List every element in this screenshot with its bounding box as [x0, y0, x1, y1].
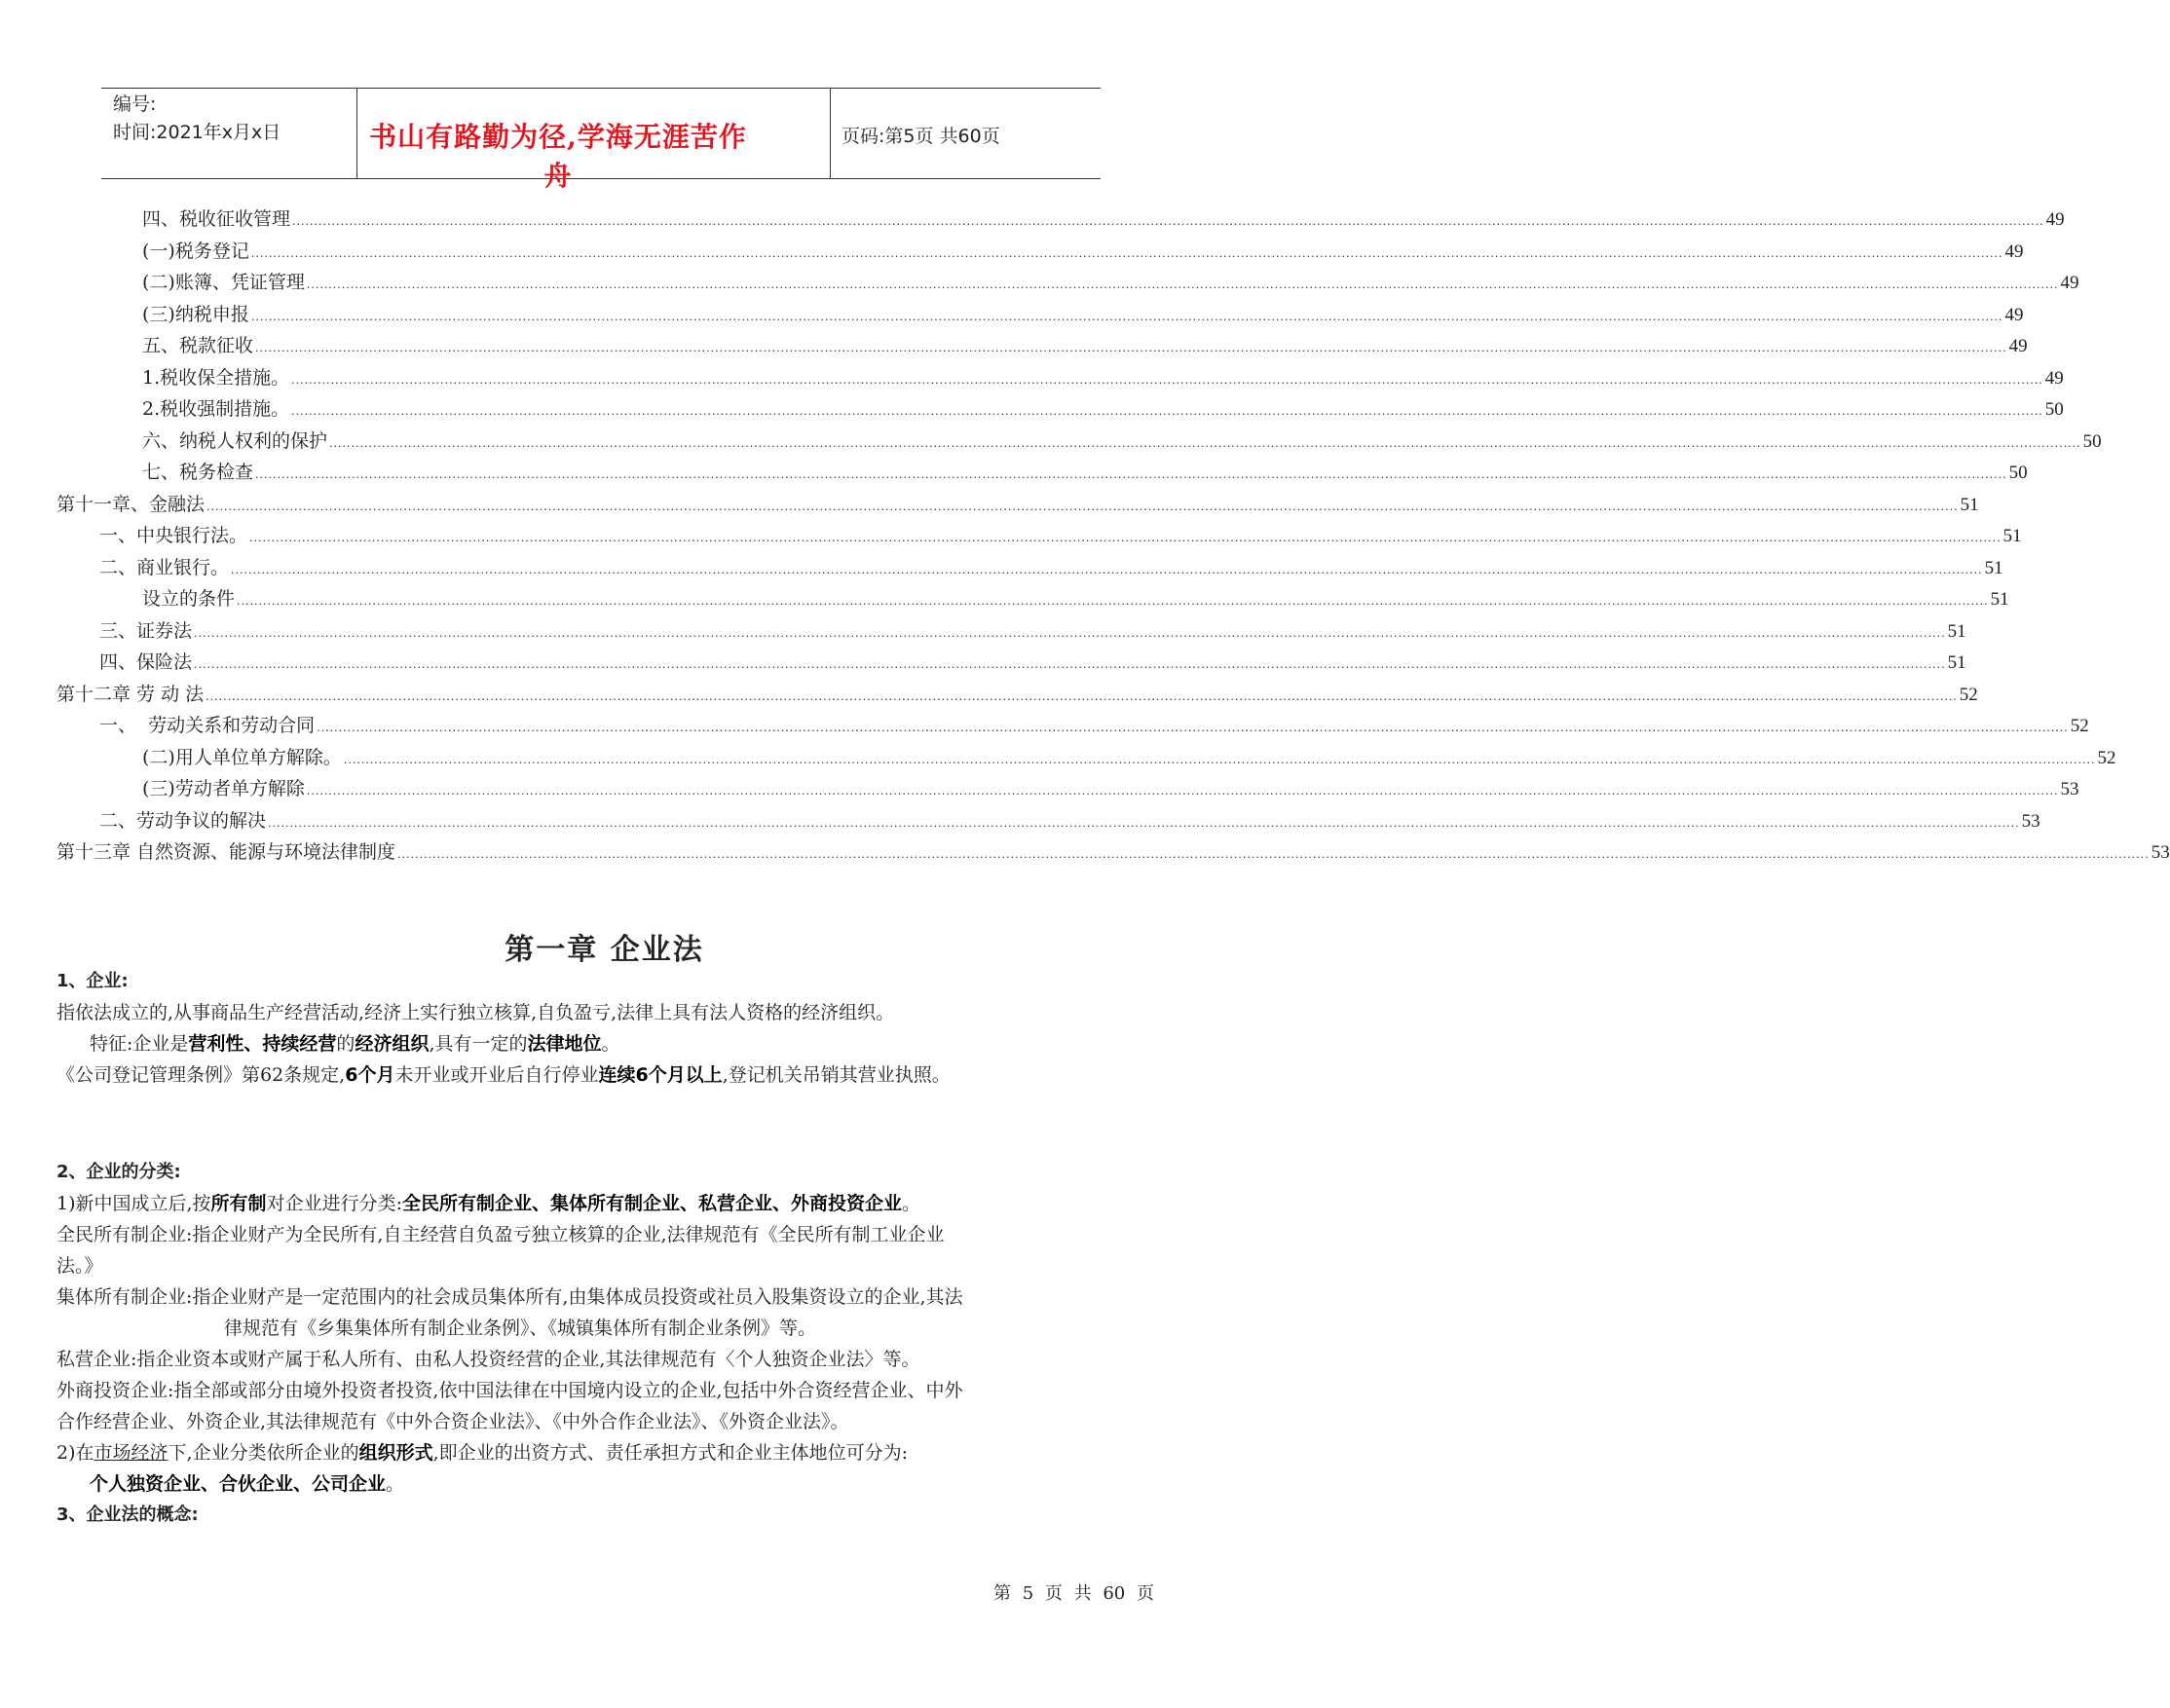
paragraph: 法。》: [56, 1255, 103, 1277]
toc-entry-label: 1.税收保全措施。: [142, 366, 290, 389]
toc-leader-dots: ................................................................................................................................................................................................................................................................................................................................................................................................................: [397, 848, 2150, 861]
toc-entry[interactable]: [56, 837, 2170, 870]
toc-entry-label: 设立的条件: [142, 588, 236, 610]
toc-entry-page: 53: [2021, 810, 2040, 832]
toc-entry-label: 2.税收强制措施。: [142, 398, 290, 420]
toc-entry-page: 49: [2060, 273, 2079, 293]
toc-entry-page: 50: [2008, 463, 2028, 483]
toc-leader-dots: ................................................................................................................................................................................................................................................................................................................................................................................................................: [249, 532, 2002, 544]
toc-entry[interactable]: [56, 237, 2024, 269]
paragraph: 外商投资企业:指全部或部分由境外投资者投资,依中国法律在中国境内设立的企业,包括中外合资经营企业、中外: [56, 1380, 963, 1401]
toc-entry-label: 一、 劳动关系和劳动合同: [99, 715, 316, 736]
toc-leader-dots: ................................................................................................................................................................................................................................................................................................................................................................................................................: [306, 785, 2059, 798]
toc-entry-label: 三、证券法: [99, 619, 193, 642]
table-of-contents: [56, 204, 2170, 870]
header-divider: [356, 89, 357, 178]
chapter-title: 第一章 企业法: [505, 933, 704, 967]
toc-entry-label: 四、保险法: [99, 651, 193, 673]
toc-leader-dots: ................................................................................................................................................................................................................................................................................................................................................................................................................: [231, 563, 1983, 576]
toc-entry[interactable]: [56, 394, 2064, 427]
paragraph: 全民所有制企业:指企业财产为全民所有,自主经营自负盈亏独立核算的企业,法律规范有《全民所有制工业企业: [56, 1224, 945, 1245]
toc-entry-page: 52: [2070, 716, 2089, 736]
toc-entry-label: 第十二章 劳 动 法: [56, 683, 205, 705]
paragraph: 集体所有制企业:指企业财产是一定范围内的社会成员集体所有,由集体成员投资或社员入股集资设立的企业,其法: [56, 1286, 963, 1308]
toc-entry-page: 50: [2044, 399, 2064, 420]
toc-entry-label: 二、商业银行。: [99, 556, 230, 578]
page-header: [101, 88, 1101, 192]
toc-entry-page: 49: [2004, 304, 2024, 325]
market-economy-link[interactable]: 市场经济: [94, 1442, 168, 1464]
paragraph: 2)在市场经济下,企业分类依所企业的组织形式,即企业的出资方式、责任承担方式和企业主体地位可分为:: [56, 1442, 909, 1464]
section-2: [56, 1157, 1157, 1531]
toc-entry-page: 53: [2151, 842, 2170, 863]
paragraph: 《公司登记管理条例》第62条规定,6个月未开业或开业后自行停业连续6个月以上,登记机关吊销其营业执照。: [56, 1064, 951, 1086]
toc-entry-page: 49: [2044, 367, 2064, 389]
toc-entry[interactable]: [56, 680, 1978, 712]
header-motto: 书山有路勤为径,学海无涯苦作舟: [369, 121, 747, 192]
toc-entry-page: 49: [2008, 336, 2028, 356]
toc-entry-label: (一)税务登记: [142, 240, 249, 262]
toc-leader-dots: ................................................................................................................................................................................................................................................................................................................................................................................................................: [250, 310, 2003, 323]
paragraph: 个人独资企业、合伙企业、公司企业。: [90, 1473, 405, 1495]
toc-leader-dots: ................................................................................................................................................................................................................................................................................................................................................................................................................: [343, 753, 2096, 766]
time-label: 时间:2021年x月x日: [113, 122, 281, 143]
toc-entry-label: 四、税收征收管理: [142, 208, 291, 230]
section-heading: 1、企业:: [56, 971, 129, 991]
toc-leader-dots: ................................................................................................................................................................................................................................................................................................................................................................................................................: [194, 626, 1946, 640]
toc-entry-label: 第十一章、金融法: [56, 493, 206, 515]
toc-entry-page: 49: [2004, 241, 2024, 262]
toc-entry[interactable]: [56, 774, 2079, 806]
toc-entry-label: (三)纳税申报: [142, 303, 249, 325]
toc-entry[interactable]: [56, 268, 2079, 300]
toc-entry-page: 51: [1947, 652, 1966, 673]
toc-entry-page: 50: [2082, 430, 2102, 452]
toc-entry-label: (三)劳动者单方解除: [142, 778, 305, 799]
toc-leader-dots: ................................................................................................................................................................................................................................................................................................................................................................................................................: [250, 246, 2003, 260]
toc-leader-dots: ................................................................................................................................................................................................................................................................................................................................................................................................................: [206, 689, 1958, 703]
toc-entry-page: 51: [1947, 620, 1966, 642]
toc-entry-page: 49: [2045, 209, 2065, 230]
toc-leader-dots: ................................................................................................................................................................................................................................................................................................................................................................................................................: [291, 405, 2043, 418]
toc-entry-label: 第十三章 自然资源、能源与环境法律制度: [56, 841, 396, 863]
toc-entry[interactable]: [56, 584, 2009, 616]
paragraph: 特征:企业是营利性、持续经营的经济组织,具有一定的法律地位。: [90, 1033, 620, 1055]
toc-entry[interactable]: [56, 553, 2003, 585]
toc-entry[interactable]: [56, 648, 1966, 680]
paragraph: 律规范有《乡集集体所有制企业条例》、《城镇集体所有制企业条例》等。: [224, 1318, 817, 1339]
toc-entry[interactable]: [56, 331, 2028, 363]
toc-entry[interactable]: [56, 204, 2065, 237]
toc-leader-dots: ................................................................................................................................................................................................................................................................................................................................................................................................................: [306, 278, 2059, 291]
toc-leader-dots: ................................................................................................................................................................................................................................................................................................................................................................................................................: [194, 658, 1946, 671]
toc-entry[interactable]: [56, 521, 2022, 553]
header-left: [113, 91, 281, 147]
toc-entry[interactable]: [56, 743, 2116, 775]
number-label: 编号:: [113, 93, 157, 115]
toc-entry-page: 52: [2097, 747, 2116, 768]
toc-entry-label: (二)用人单位单方解除。: [142, 746, 342, 768]
toc-entry-label: (二)账簿、凭证管理: [142, 272, 305, 293]
toc-leader-dots: ................................................................................................................................................................................................................................................................................................................................................................................................................: [206, 500, 1959, 513]
header-page-label: 页码:第5页 共60页: [842, 126, 1000, 147]
toc-leader-dots: ................................................................................................................................................................................................................................................................................................................................................................................................................: [291, 373, 2043, 387]
toc-entry-page: 51: [1984, 557, 2003, 578]
toc-leader-dots: ................................................................................................................................................................................................................................................................................................................................................................................................................: [292, 215, 2044, 228]
toc-entry-label: 六、纳税人权利的保护: [142, 429, 328, 452]
toc-leader-dots: ................................................................................................................................................................................................................................................................................................................................................................................................................: [329, 436, 2081, 450]
paragraph: 私营企业:指企业资本或财产属于私人所有、由私人投资经营的企业,其法律规范有〈个人独资企业法〉等。: [56, 1349, 920, 1370]
section-heading: 2、企业的分类:: [56, 1162, 181, 1182]
toc-entry-page: 51: [1960, 494, 1979, 515]
section-1: [56, 966, 1157, 1091]
toc-entry-page: 51: [1990, 589, 2009, 610]
toc-entry[interactable]: [56, 363, 2064, 395]
section-heading: 3、企业法的概念:: [56, 1504, 199, 1525]
toc-leader-dots: ................................................................................................................................................................................................................................................................................................................................................................................................................: [255, 468, 2007, 481]
header-divider: [830, 89, 831, 178]
toc-entry-page: 51: [2002, 526, 2022, 546]
toc-entry-page: 52: [1959, 684, 1978, 705]
toc-entry[interactable]: [56, 300, 2024, 332]
toc-entry[interactable]: [56, 490, 1979, 522]
toc-entry-label: 二、劳动争议的解决: [99, 809, 267, 832]
toc-leader-dots: ................................................................................................................................................................................................................................................................................................................................................................................................................: [317, 722, 2069, 734]
paragraph: 指依法成立的,从事商品生产经营活动,经济上实行独立核算,自负盈亏,法律上具有法人资格的经济组织。: [56, 1002, 895, 1023]
paragraph: 1)新中国成立后,按所有制对企业进行分类:全民所有制企业、集体所有制企业、私营企业、外商投资企业。: [56, 1193, 920, 1214]
toc-leader-dots: ................................................................................................................................................................................................................................................................................................................................................................................................................: [268, 816, 2020, 830]
toc-entry[interactable]: [56, 427, 2102, 459]
toc-entry-page: 53: [2060, 779, 2079, 799]
toc-entry-label: 一、中央银行法。: [99, 525, 248, 546]
toc-entry[interactable]: [56, 458, 2028, 490]
toc-entry-label: 七、税务检查: [142, 462, 254, 483]
toc-leader-dots: ................................................................................................................................................................................................................................................................................................................................................................................................................: [255, 342, 2007, 354]
toc-leader-dots: ................................................................................................................................................................................................................................................................................................................................................................................................................: [237, 595, 1989, 608]
toc-entry-label: 五、税款征收: [142, 335, 254, 356]
toc-entry[interactable]: [56, 711, 2089, 743]
paragraph: 合作经营企业、外资企业,其法律规范有《中外合资企业法》、《中外合作企业法》、《外资企业法》。: [56, 1411, 849, 1432]
toc-entry[interactable]: [56, 806, 2040, 838]
page-footer: 第 5 页 共 60 页: [993, 1583, 1154, 1604]
toc-entry[interactable]: [56, 616, 1966, 649]
